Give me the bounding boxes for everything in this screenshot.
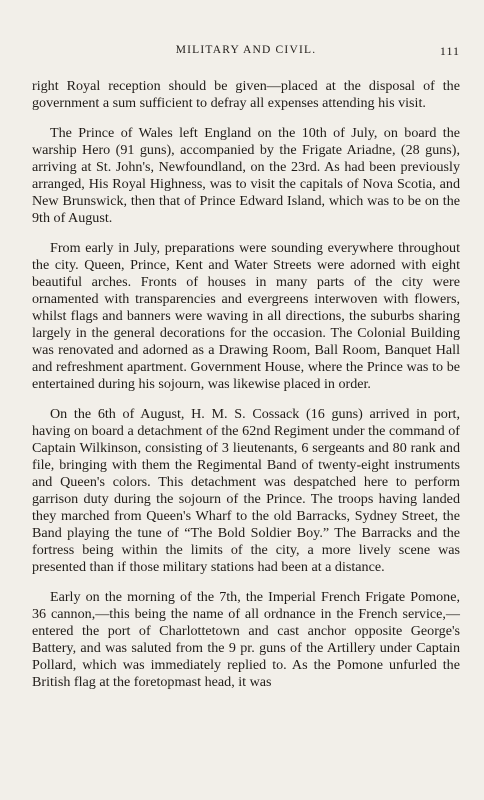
body-text (32, 78, 460, 704)
paragraph-city-preparations: From early in July, preparations were sounding everywhere throughout the city. Queen, Prince, Kent and Water Streets were adorned with eight beautiful arches. Fronts of houses in many parts of the city were ornamented with transparencies and evergreens interwoven with flowers, whilst flags and banners were waving in all directions, the suburbs sharing largely in the general decorations for the occasion. The Colonial Building was renovated and adorned as a Drawing Room, Ball Room, Banquet Hall and refreshment apartment. Government House, where the Prince was to be entertained during his sojourn, was likewise placed in order. (32, 240, 460, 392)
page-number: 111 (439, 44, 460, 58)
paragraph-prince-voyage: The Prince of Wales left England on the 10th of July, on board the warship Hero (91 guns), accompanied by the Frigate Ariadne, (28 guns), arriving at St. John's, Newfoundland, on the 23rd. As had been previously arranged, His Royal Highness, was to visit the capitals of Nova Scotia, and New Brunswick, then that of Prince Edward Island, which was to be on the 9th of August. (32, 125, 460, 226)
page-header (32, 44, 460, 62)
paragraph-continuation: right Royal reception should be given—placed at the disposal of the government a sum sufficient to defray all expenses attending his visit. (32, 78, 460, 111)
paragraph-pomone-arrival: Early on the morning of the 7th, the Imperial French Frigate Pomone, 36 cannon,—this being the name of all ordnance in the French service,—entered the port of Charlottetown and cast anchor opposite George's Battery, and was saluted from the 9 pr. guns of the Artillery under Captain Pollard, which was immediately replied to. As the Pomone unfurled the British flag at the foretopmast head, it was (32, 589, 460, 690)
paragraph-cossack-arrival: On the 6th of August, H. M. S. Cossack (16 guns) arrived in port, having on board a detachment of the 62nd Regiment under the command of Captain Wilkinson, consisting of 3 lieutenants, 6 sergeants and 80 rank and file, bringing with them the Regimental Band of twenty-eight instruments and Queen's colors. This detachment was despatched here to perform garrison duty during the sojourn of the Prince. The troops having landed they marched from Queen's Wharf to the old Barracks, Sydney Street, the Band playing the tune of “The Bold Soldier Boy.” The Barracks and the fortress being within the limits of the city, a more lively scene was presented than if those military stations had been at a distance. (32, 406, 460, 575)
running-title: MILITARY AND CIVIL. (175, 44, 317, 56)
